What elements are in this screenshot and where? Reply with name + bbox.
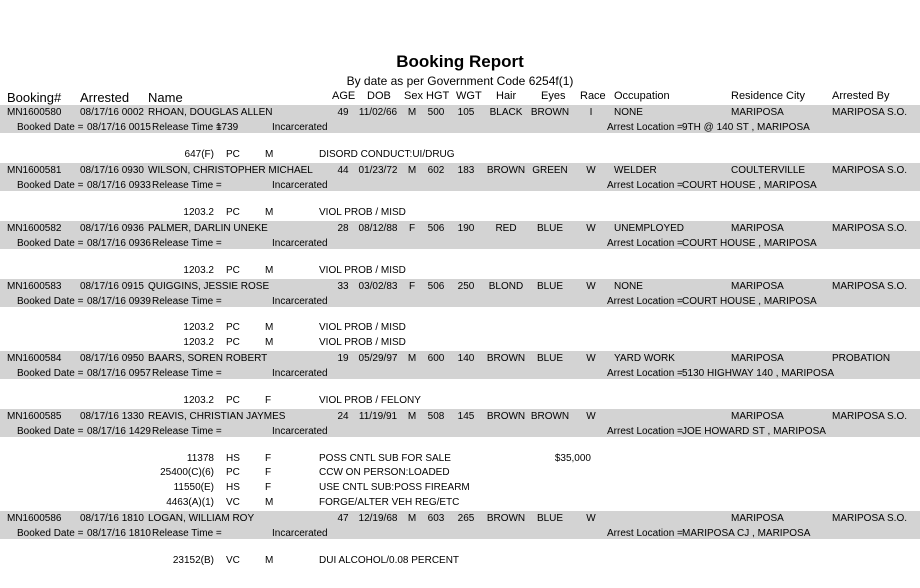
hair-color: BLACK xyxy=(489,107,523,118)
col-hgt: HGT xyxy=(426,90,450,102)
charge-code: 1203.2 xyxy=(183,337,214,348)
release-time-label: Release Time = xyxy=(152,238,222,249)
arrest-location-label: Arrest Location = xyxy=(607,296,683,307)
arrestee-name: BAARS, SOREN ROBERT xyxy=(148,353,268,364)
age: 49 xyxy=(337,107,349,118)
arrested-datetime: 08/17/16 0002 xyxy=(80,107,144,118)
col-residence: Residence City xyxy=(731,90,805,102)
arrestee-name: LOGAN, WILLIAM ROY xyxy=(148,513,255,524)
arrested-datetime: 08/17/16 1810 xyxy=(80,513,144,524)
sex: M xyxy=(407,165,417,176)
charge-level: M xyxy=(265,265,274,276)
sex: F xyxy=(408,223,416,234)
age: 24 xyxy=(337,411,349,422)
height: 508 xyxy=(427,411,445,422)
residence-city: MARIPOSA xyxy=(731,353,784,364)
booking-number: MN1600584 xyxy=(7,353,62,364)
arrested-by: MARIPOSA S.O. xyxy=(832,107,908,118)
col-occupation: Occupation xyxy=(614,90,670,102)
charge-code: 1203.2 xyxy=(183,395,214,406)
eye-color: BLUE xyxy=(536,223,564,234)
arrest-location-label: Arrest Location = xyxy=(607,122,683,133)
race: W xyxy=(586,165,596,176)
charge-level: F xyxy=(265,467,272,478)
charge-code: 1203.2 xyxy=(183,207,214,218)
weight: 183 xyxy=(457,165,475,176)
occupation: YARD WORK xyxy=(614,353,675,364)
booked-date-label: Booked Date = xyxy=(17,122,84,133)
report-title: Booking Report xyxy=(396,52,524,71)
dob: 11/02/66 xyxy=(358,107,398,118)
charge-type: PC xyxy=(226,322,240,333)
age: 47 xyxy=(337,513,349,524)
charge-type: PC xyxy=(226,467,240,478)
col-name: Name xyxy=(148,90,183,105)
charge-code: 1203.2 xyxy=(183,265,214,276)
charge-level: M xyxy=(265,497,274,508)
eye-color: BROWN xyxy=(530,411,570,422)
release-time-label: Release Time = xyxy=(152,426,222,437)
charge-type: VC xyxy=(226,555,240,566)
race: W xyxy=(586,353,596,364)
age: 28 xyxy=(337,223,349,234)
height: 602 xyxy=(427,165,445,176)
release-time-label: Release Time = xyxy=(152,296,222,307)
charge-description: DISORD CONDUCT:UI/DRUG xyxy=(319,149,455,160)
booking-number: MN1600583 xyxy=(7,281,62,292)
charge-type: PC xyxy=(226,149,240,160)
col-wgt: WGT xyxy=(456,90,482,102)
dob: 12/19/68 xyxy=(358,513,398,524)
arrest-location: COURT HOUSE , MARIPOSA xyxy=(682,296,817,307)
booked-date-label: Booked Date = xyxy=(17,528,84,539)
booked-date: 08/17/16 1810 xyxy=(87,528,151,539)
arrest-location-label: Arrest Location = xyxy=(607,368,683,379)
charge-type: PC xyxy=(226,337,240,348)
arrested-by: MARIPOSA S.O. xyxy=(832,223,908,234)
race: W xyxy=(586,513,596,524)
charge-code: 11378 xyxy=(186,453,214,464)
release-time-label: Release Time = xyxy=(152,528,222,539)
charge-code: 4463(A)(1) xyxy=(166,497,214,508)
charge-level: M xyxy=(265,555,274,566)
arrested-by: MARIPOSA S.O. xyxy=(832,165,908,176)
sex: M xyxy=(407,107,417,118)
col-hair: Hair xyxy=(496,90,517,102)
sex: M xyxy=(407,353,417,364)
eye-color: BROWN xyxy=(530,107,570,118)
eye-color: BLUE xyxy=(536,281,564,292)
booked-date-label: Booked Date = xyxy=(17,426,84,437)
custody-status: Incarcerated xyxy=(272,426,328,437)
charge-type: HS xyxy=(226,453,240,464)
release-time-label: Release Time = xyxy=(152,368,222,379)
charge-description: POSS CNTL SUB FOR SALE xyxy=(319,453,451,464)
charge-code: 25400(C)(6) xyxy=(160,467,214,478)
arrestee-name: RHOAN, DOUGLAS ALLEN xyxy=(148,107,273,118)
dob: 11/19/91 xyxy=(358,411,398,422)
col-arrested: Arrested xyxy=(80,90,130,105)
dob: 05/29/97 xyxy=(358,353,398,364)
charge-description: CCW ON PERSON:LOADED xyxy=(319,467,450,478)
col-booking: Booking# xyxy=(7,90,62,105)
col-race: Race xyxy=(580,90,606,102)
charge-level: F xyxy=(265,482,272,493)
col-arrested-by: Arrested By xyxy=(832,90,890,102)
arrested-datetime: 08/17/16 0930 xyxy=(80,165,144,176)
age: 44 xyxy=(337,165,349,176)
booked-date-label: Booked Date = xyxy=(17,368,84,379)
arrest-location: COURT HOUSE , MARIPOSA xyxy=(682,238,817,249)
arrested-datetime: 08/17/16 0915 xyxy=(80,281,144,292)
custody-status: Incarcerated xyxy=(272,122,328,133)
race: W xyxy=(586,411,596,422)
hair-color: BROWN xyxy=(486,165,526,176)
charge-description: FORGE/ALTER VEH REG/ETC xyxy=(319,497,460,508)
charge-code: 1203.2 xyxy=(183,322,214,333)
charge-level: F xyxy=(265,453,272,464)
arrested-datetime: 08/17/16 1330 xyxy=(80,411,144,422)
weight: 250 xyxy=(457,281,475,292)
booking-number: MN1600581 xyxy=(7,165,62,176)
col-sex: Sex xyxy=(404,90,423,102)
bail-amount: $35,000 xyxy=(554,453,591,464)
arrest-location-label: Arrest Location = xyxy=(607,426,683,437)
arrest-location: 5130 HIGHWAY 140 , MARIPOSA xyxy=(682,368,835,379)
col-dob: DOB xyxy=(367,90,391,102)
weight: 265 xyxy=(457,513,475,524)
charge-type: PC xyxy=(226,265,240,276)
release-time-label: Release Time = xyxy=(152,122,222,133)
hair-color: BROWN xyxy=(486,411,526,422)
charge-description: DUI ALCOHOL/0.08 PERCENT xyxy=(319,555,460,566)
booked-date: 08/17/16 0933 xyxy=(87,180,151,191)
charge-level: M xyxy=(265,149,274,160)
booking-number: MN1600582 xyxy=(7,223,62,234)
occupation: NONE xyxy=(614,107,643,118)
arrested-by: MARIPOSA S.O. xyxy=(832,411,908,422)
charge-level: F xyxy=(265,395,272,406)
arrested-by: MARIPOSA S.O. xyxy=(832,281,908,292)
sex: F xyxy=(408,281,416,292)
race: W xyxy=(586,223,596,234)
arrest-location: MARIPOSA CJ , MARIPOSA xyxy=(682,528,811,539)
residence-city: MARIPOSA xyxy=(731,513,784,524)
col-eyes: Eyes xyxy=(541,90,566,102)
hair-color: BROWN xyxy=(486,513,526,524)
weight: 190 xyxy=(457,223,475,234)
hair-color: RED xyxy=(495,223,517,234)
sex: M xyxy=(407,411,417,422)
charge-description: VIOL PROB / MISD xyxy=(319,207,406,218)
arrest-location-label: Arrest Location = xyxy=(607,238,683,249)
booked-date: 08/17/16 0936 xyxy=(87,238,151,249)
booked-date-label: Booked Date = xyxy=(17,296,84,307)
race: I xyxy=(589,107,593,118)
release-time: 1739 xyxy=(216,122,239,133)
weight: 140 xyxy=(457,353,475,364)
col-age: AGE xyxy=(332,90,356,102)
charge-code: 23152(B) xyxy=(172,555,214,566)
custody-status: Incarcerated xyxy=(272,296,328,307)
arrestee-name: QUIGGINS, JESSIE ROSE xyxy=(148,281,270,292)
arrest-location: 9TH @ 140 ST , MARIPOSA xyxy=(682,122,810,133)
charge-type: VC xyxy=(226,497,240,508)
arrested-datetime: 08/17/16 0950 xyxy=(80,353,144,364)
booked-date-label: Booked Date = xyxy=(17,180,84,191)
charge-description: VIOL PROB / MISD xyxy=(319,337,406,348)
sex: M xyxy=(407,513,417,524)
residence-city: MARIPOSA xyxy=(731,107,784,118)
booked-date-label: Booked Date = xyxy=(17,238,84,249)
eye-color: BLUE xyxy=(536,353,564,364)
height: 603 xyxy=(427,513,445,524)
race: W xyxy=(586,281,596,292)
charge-description: VIOL PROB / FELONY xyxy=(319,395,421,406)
arrested-by: PROBATION xyxy=(832,353,891,364)
residence-city: COULTERVILLE xyxy=(731,165,806,176)
booking-number: MN1600580 xyxy=(7,107,62,118)
arrestee-name: WILSON, CHRISTOPHER MICHAEL xyxy=(148,165,313,176)
dob: 01/23/72 xyxy=(358,165,398,176)
charge-description: VIOL PROB / MISD xyxy=(319,265,406,276)
custody-status: Incarcerated xyxy=(272,368,328,379)
charge-description: VIOL PROB / MISD xyxy=(319,322,406,333)
residence-city: MARIPOSA xyxy=(731,223,784,234)
dob: 03/02/83 xyxy=(358,281,398,292)
arrest-location-label: Arrest Location = xyxy=(607,528,683,539)
custody-status: Incarcerated xyxy=(272,180,328,191)
eye-color: BLUE xyxy=(536,513,564,524)
arrested-datetime: 08/17/16 0936 xyxy=(80,223,144,234)
charge-code: 11550(E) xyxy=(173,482,214,493)
charge-description: USE CNTL SUB:POSS FIREARM xyxy=(319,482,470,493)
eye-color: GREEN xyxy=(532,165,568,176)
occupation: WELDER xyxy=(614,165,657,176)
report-subtitle: By date as per Government Code 6254f(1) xyxy=(346,74,574,88)
age: 19 xyxy=(337,353,349,364)
arrestee-name: REAVIS, CHRISTIAN JAYMES xyxy=(148,411,286,422)
hair-color: BROWN xyxy=(486,353,526,364)
hair-color: BLOND xyxy=(488,281,524,292)
arrest-location: COURT HOUSE , MARIPOSA xyxy=(682,180,817,191)
charge-code: 647(F) xyxy=(184,149,214,160)
dob: 08/12/88 xyxy=(358,223,398,234)
custody-status: Incarcerated xyxy=(272,528,328,539)
release-time-label: Release Time = xyxy=(152,180,222,191)
arrest-location-label: Arrest Location = xyxy=(607,180,683,191)
height: 506 xyxy=(427,223,445,234)
residence-city: MARIPOSA xyxy=(731,281,784,292)
height: 600 xyxy=(427,353,445,364)
arrestee-name: PALMER, DARLIN UNEKE xyxy=(148,223,268,234)
occupation: UNEMPLOYED xyxy=(614,223,685,234)
height: 506 xyxy=(427,281,445,292)
charge-type: HS xyxy=(226,482,240,493)
occupation: NONE xyxy=(614,281,643,292)
booked-date: 08/17/16 1429 xyxy=(87,426,151,437)
booking-number: MN1600585 xyxy=(7,411,62,422)
charge-level: M xyxy=(265,337,274,348)
arrest-location: JOE HOWARD ST , MARIPOSA xyxy=(682,426,826,437)
charge-type: PC xyxy=(226,207,240,218)
height: 500 xyxy=(427,107,445,118)
booked-date: 08/17/16 0957 xyxy=(87,368,151,379)
arrested-by: MARIPOSA S.O. xyxy=(832,513,908,524)
booking-number: MN1600586 xyxy=(7,513,62,524)
age: 33 xyxy=(337,281,349,292)
weight: 105 xyxy=(457,107,475,118)
charge-type: PC xyxy=(226,395,240,406)
charge-level: M xyxy=(265,322,274,333)
booked-date: 08/17/16 0939 xyxy=(87,296,151,307)
weight: 145 xyxy=(457,411,475,422)
custody-status: Incarcerated xyxy=(272,238,328,249)
residence-city: MARIPOSA xyxy=(731,411,784,422)
charge-level: M xyxy=(265,207,274,218)
booked-date: 08/17/16 0015 xyxy=(87,122,151,133)
